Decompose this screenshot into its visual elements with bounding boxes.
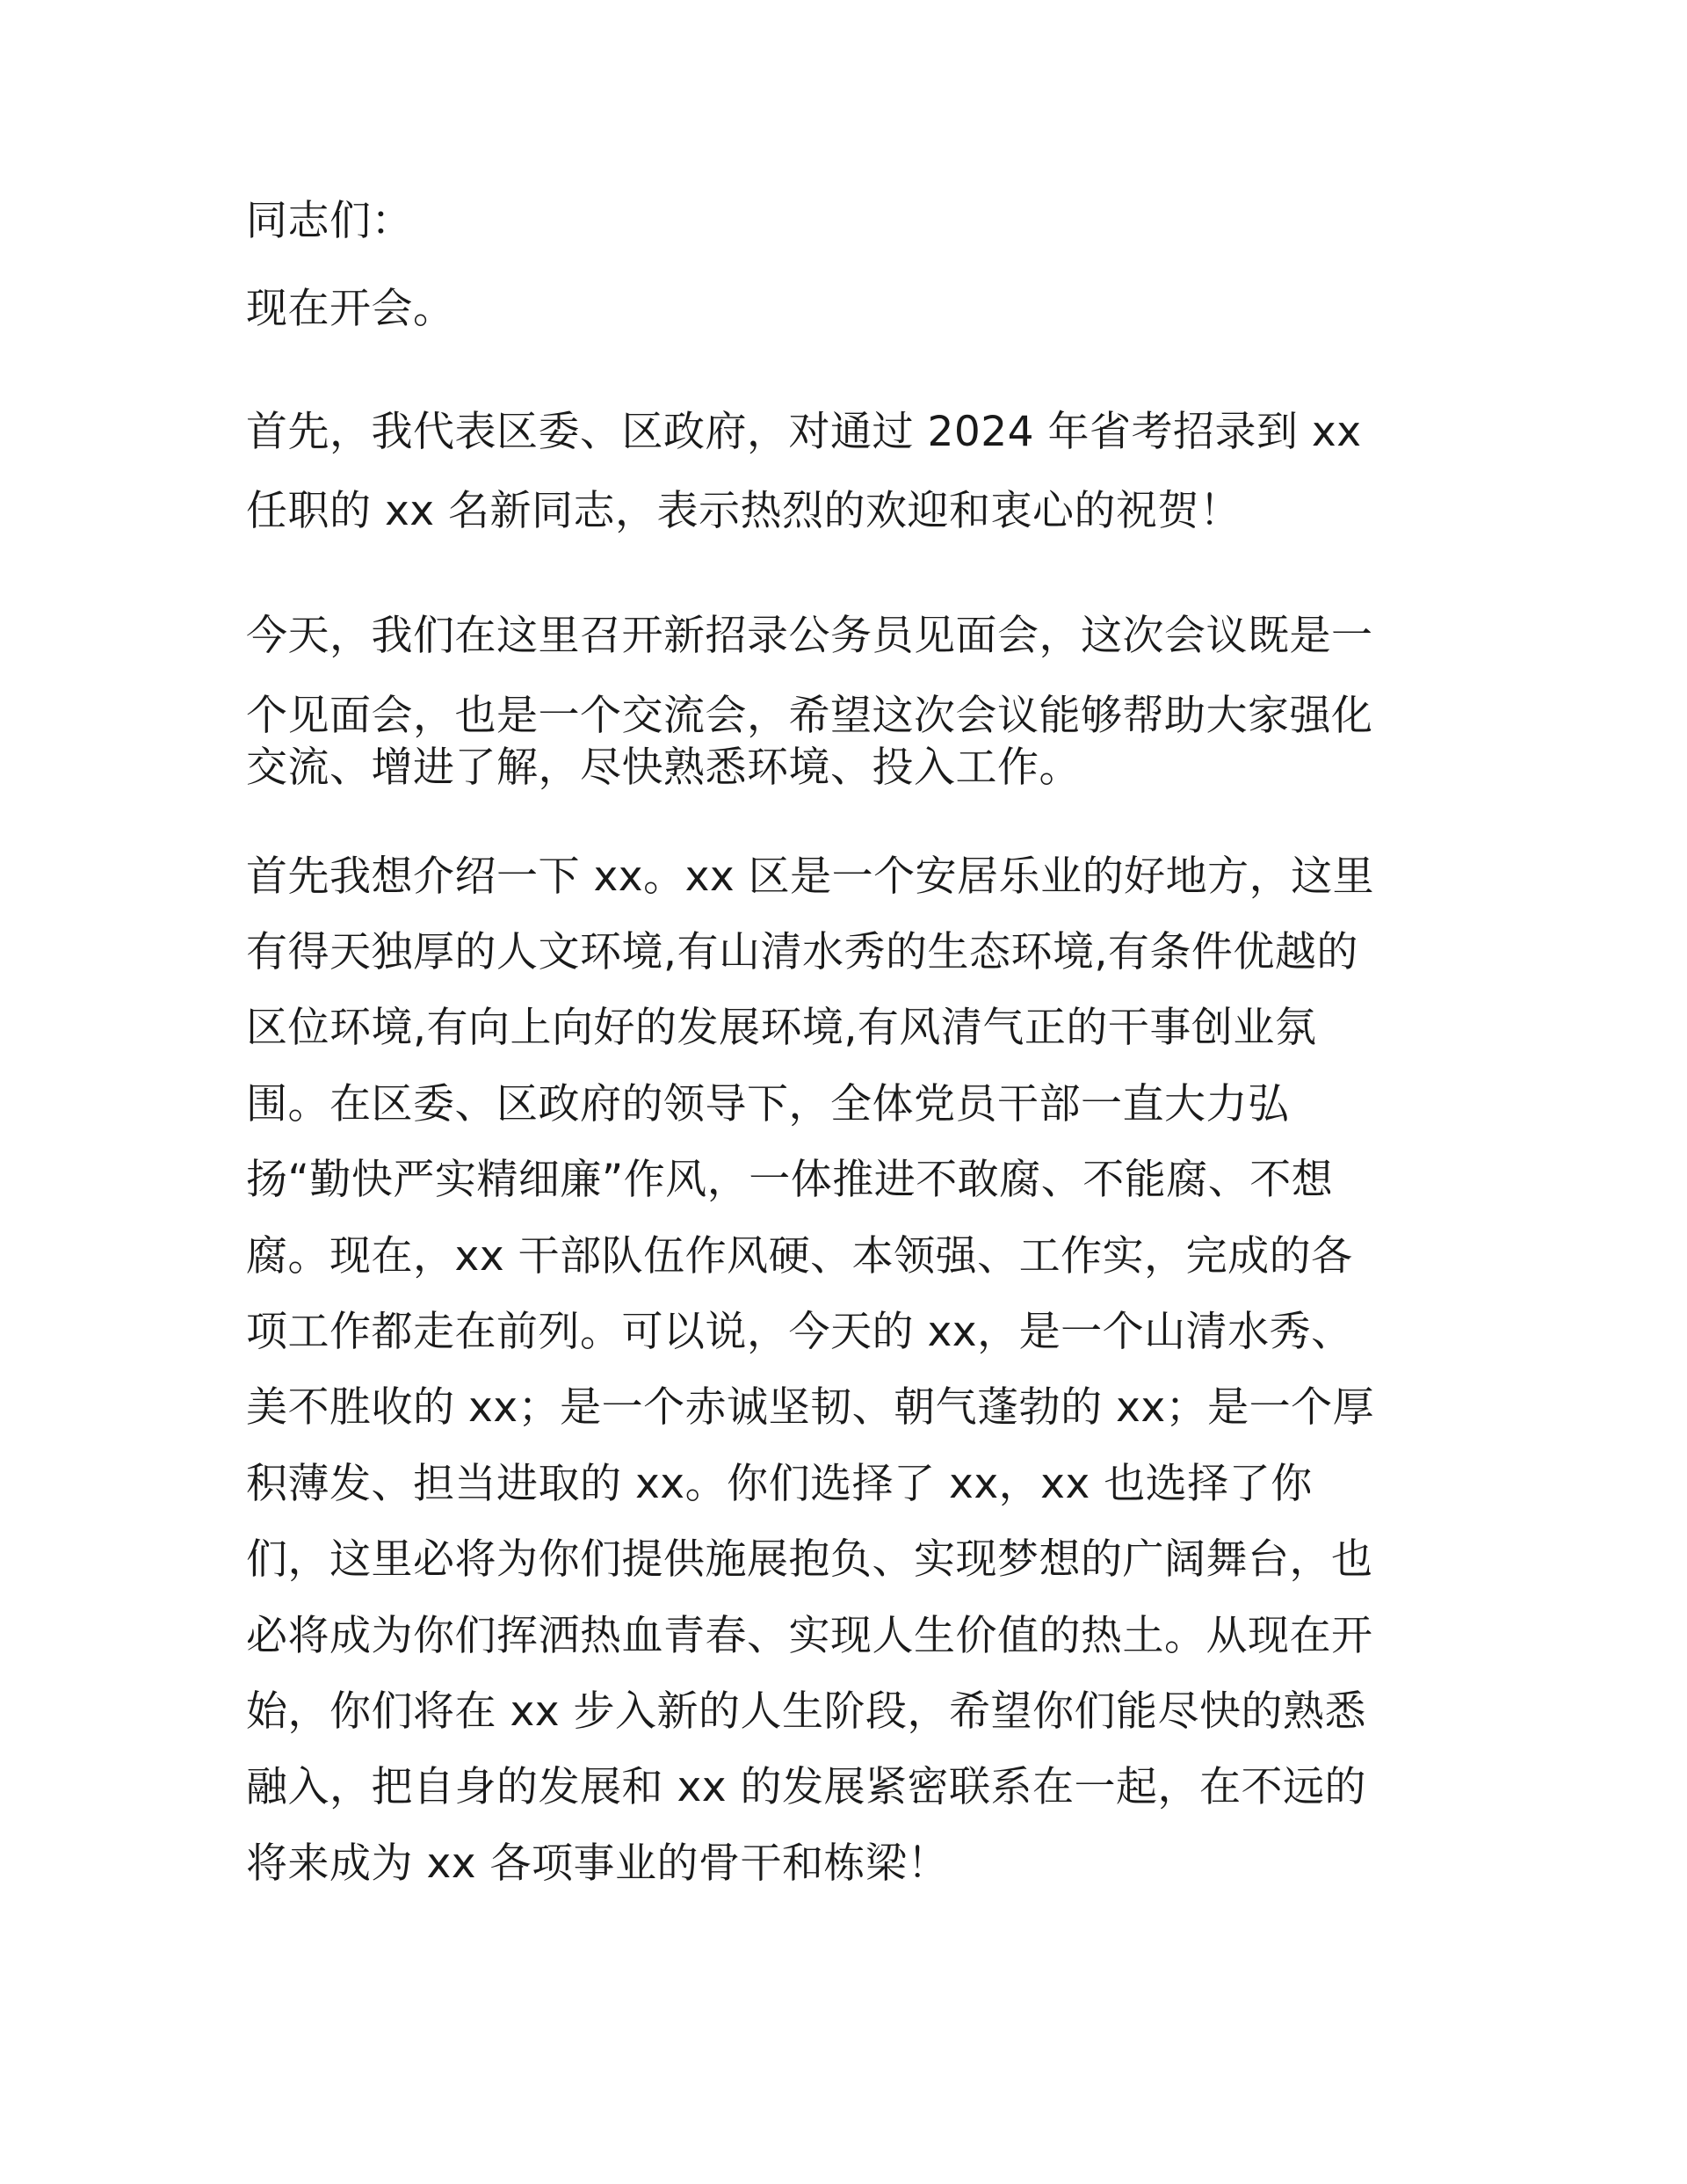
paragraph-intro-line-13: 融入，把自身的发展和 xx 的发展紧密联系在一起，在不远的 [246, 1763, 1367, 1811]
opening-line: 现在开会。 [246, 285, 455, 333]
paragraph-intro-line-8: 美不胜收的 xx；是一个赤诚坚韧、朝气蓬勃的 xx；是一个厚 [246, 1383, 1375, 1432]
paragraph-meeting-line-1: 今天，我们在这里召开新招录公务员见面会，这次会议既是一 [246, 612, 1373, 660]
paragraph-intro-line-5: 扬“勤快严实精细廉”作风，一体推进不敢腐、不能腐、不想 [246, 1156, 1334, 1204]
paragraph-intro-line-10: 们，这里必将为你们提供施展抱负、实现梦想的广阔舞台，也 [246, 1535, 1373, 1584]
paragraph-intro-line-7: 项工作都走在前列。可以说，今天的 xx，是一个山清水秀、 [246, 1308, 1353, 1356]
paragraph-intro-line-2: 有得天独厚的人文环境,有山清水秀的生态环境,有条件优越的 [246, 928, 1358, 976]
paragraph-welcome-line-1: 首先，我代表区委、区政府，对通过 2024 年省考招录到 xx [246, 408, 1362, 456]
paragraph-intro-line-6: 腐。现在，xx 干部队伍作风硬、本领强、工作实，完成的各 [246, 1232, 1353, 1281]
paragraph-intro-line-11: 必将成为你们挥洒热血青春、实现人生价值的热土。从现在开 [246, 1612, 1373, 1660]
paragraph-intro-line-3: 区位环境,有向上向好的发展环境,有风清气正的干事创业氛 [246, 1004, 1317, 1052]
paragraph-meeting-line-3: 交流、增进了解，尽快熟悉环境、投入工作。 [246, 744, 1081, 792]
paragraph-intro-line-1: 首先我想介绍一下 xx。xx 区是一个安居乐业的好地方，这里 [246, 853, 1375, 901]
paragraph-welcome-line-2: 任职的 xx 名新同志，表示热烈的欢迎和衷心的祝贺！ [246, 487, 1242, 535]
paragraph-intro-line-12: 始，你们将在 xx 步入新的人生阶段，希望你们能尽快的熟悉 [246, 1687, 1367, 1736]
paragraph-intro-line-14: 将来成为 xx 各项事业的骨干和栋梁！ [246, 1839, 950, 1888]
paragraph-intro-line-9: 积薄发、担当进取的 xx。你们选择了 xx，xx 也选择了你 [246, 1460, 1313, 1508]
paragraph-meeting-line-2: 个见面会，也是一个交流会，希望这次会议能够帮助大家强化 [246, 692, 1373, 740]
salutation: 同志们： [246, 197, 413, 245]
paragraph-intro-line-4: 围。在区委、区政府的领导下，全体党员干部一直大力弘 [246, 1080, 1290, 1128]
